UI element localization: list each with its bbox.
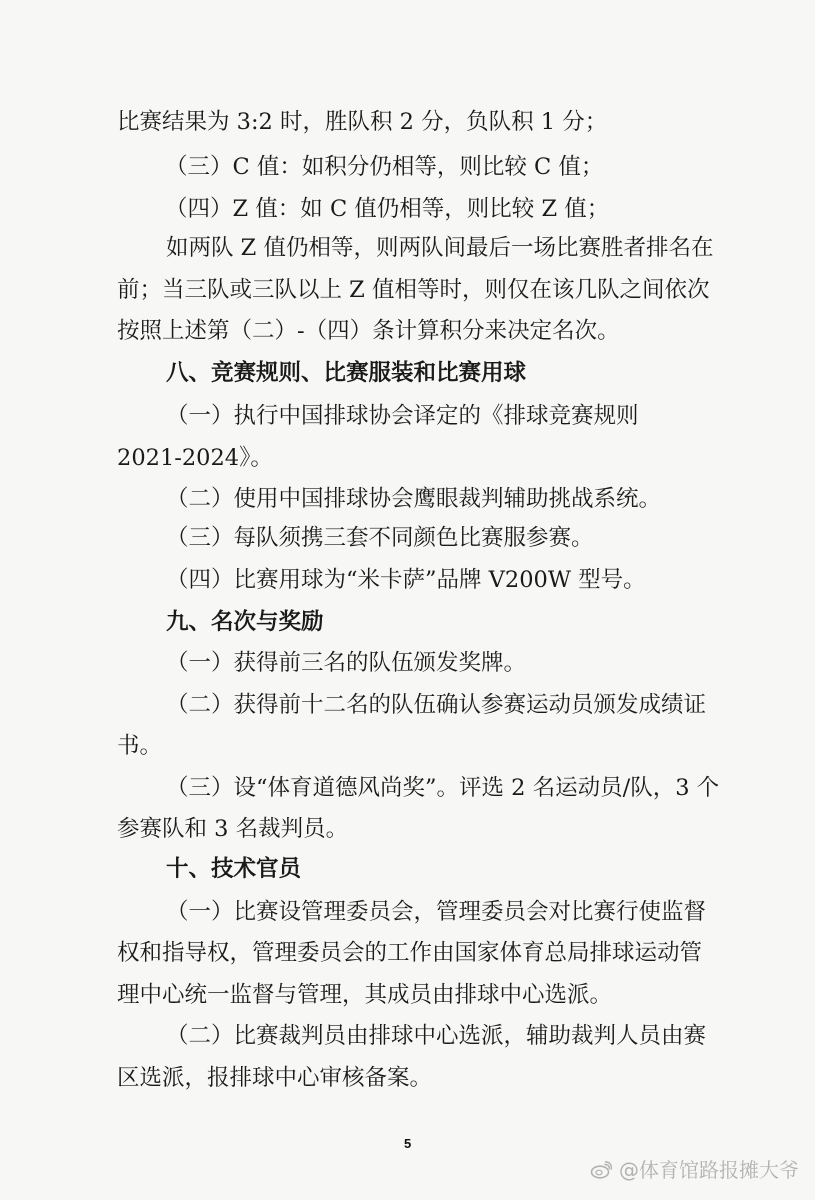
text-line-04: 如两队 Z 值仍相等，则两队间最后一场比赛胜者排名在 [166, 235, 714, 261]
text-line-14: （一）获得前三名的队伍颁发奖牌。 [166, 650, 527, 676]
text-line-06: 按照上述第（二）-（四）条计算积分来决定名次。 [117, 318, 620, 344]
page-number: 5 [404, 1136, 412, 1151]
text-line-10: （二）使用中国排球协会鹰眼裁判辅助挑战系统。 [166, 486, 662, 512]
text-line-21: 权和指导权，管理委员会的工作由国家体育总局排球运动管 [117, 940, 703, 966]
text-line-18: 参赛队和 3 名裁判员。 [117, 816, 349, 842]
text-line-03: （四）Z 值：如 C 值仍相等，则比较 Z 值； [165, 196, 610, 222]
weibo-icon [590, 1160, 612, 1178]
text-line-23: （二）比赛裁判员由排球中心选派，辅助裁判人员由赛 [166, 1023, 707, 1049]
text-line-22: 理中心统一监督与管理，其成员由排球中心选派。 [117, 982, 613, 1008]
text-line-15: （二）获得前十二名的队伍确认参赛运动员颁发成绩证 [166, 692, 707, 718]
text-line-12: （四）比赛用球为“米卡萨”品牌 V200W 型号。 [166, 567, 646, 593]
text-line-16: 书。 [117, 733, 163, 759]
text-line-24: 区选派，报排球中心审核备案。 [117, 1065, 433, 1091]
section-heading-9: 九、名次与奖励 [166, 609, 324, 635]
text-line-08: （一）执行中国排球协会译定的《排球竞赛规则 [166, 403, 639, 429]
text-line-09: 2021-2024》。 [117, 445, 273, 471]
text-line-17: （三）设“体育道德风尚奖”。评选 2 名运动员/队，3 个 [166, 775, 720, 801]
text-line-05: 前；当三队或三队以上 Z 值相等时，则仅在该几队之间依次 [117, 277, 710, 303]
section-heading-8: 八、竞赛规则、比赛服装和比赛用球 [166, 360, 527, 386]
watermark [590, 1154, 799, 1183]
text-line-20: （一）比赛设管理委员会，管理委员会对比赛行使监督 [166, 899, 707, 925]
text-line-11: （三）每队须携三套不同颜色比赛服参赛。 [166, 525, 594, 551]
watermark-text: @体育馆路报摊大爷 [619, 1158, 799, 1182]
text-line-02: （三）C 值：如积分仍相等，则比较 C 值； [165, 154, 604, 180]
section-heading-10: 十、技术官员 [166, 856, 302, 882]
text-line-01: 比赛结果为 3:2 时，胜队积 2 分，负队积 1 分； [117, 109, 608, 135]
